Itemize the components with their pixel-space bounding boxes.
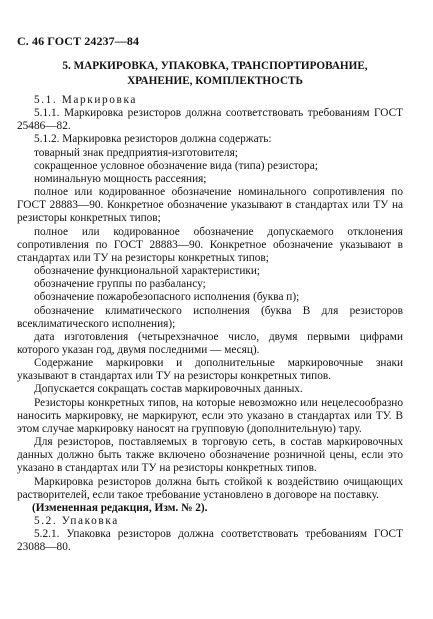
subsection-heading-marking: 5.1. Маркировка: [34, 94, 137, 106]
section-title-line-1: 5. МАРКИРОВКА, УПАКОВКА, ТРАНСПОРТИРОВАНИЕ,: [62, 60, 368, 72]
list-item-nominal-resistance: полное или кодированное обозначение номинального сопротивления по ГОСТ 28883—90. Конкретное обозначение указывают в стандартах или ТУ на резисторы конкретных типов;: [17, 186, 403, 225]
section-title-line-2: ХРАНЕНИЕ, КОМПЛЕКТНОСТЬ: [127, 75, 303, 87]
paragraph-5-1-1: 5.1.1. Маркировка резисторов должна соответствовать требованиям ГОСТ 25486—82.: [17, 107, 403, 133]
section-title: [40, 59, 390, 89]
paragraph-5-1-2: 5.1.2. Маркировка резисторов должна содержать:: [34, 133, 272, 146]
document-body: [17, 94, 403, 554]
subsection-heading-packing: 5.2. Упаковка: [34, 515, 119, 527]
list-item-manufacture-date: дата изготовления (четырехзначное число, двумя первыми цифрами которого указан год, двумя последними — месяц).: [17, 330, 403, 356]
paragraph-reduce-marking: Допускается сокращать состав маркировочных данных.: [34, 383, 303, 396]
list-item-trademark: товарный знак предприятия-изготовителя;: [34, 146, 238, 159]
paragraph-marking-content: Содержание маркировки и дополнительные маркировочные знаки указывают в стандартах или ТУ на резисторы конкретных типов.: [17, 357, 403, 383]
list-item-tolerance: полное или кодированное обозначение допускаемого отклонения сопротивления по ГОСТ 28883—90. Конкретное обозначение указывают в стандартах или ТУ на резисторы конкретных типов;: [17, 225, 403, 264]
paragraph-unmarked-resistors: Резисторы конкретных типов, на которые невозможно или нецелесообразно наносить маркировку, не маркируют, если это указано в стандартах или ТУ. В этом случае маркировку наносят на групповую (дополнительную) тару.: [17, 396, 403, 435]
list-item-rated-power: номинальную мощность рассеяния;: [34, 172, 207, 185]
amendment-note: (Измененная редакция, Изм. № 2).: [32, 501, 208, 514]
paragraph-marking-durability: Маркировка резисторов должна быть стойкой к воздействию очищающих растворителей, если такое требование установлено в договоре на поставку.: [17, 475, 403, 501]
page-header: С. 46 ГОСТ 24237—84: [17, 34, 140, 48]
list-item-imbalance-group: обозначение группы по разбалансу;: [34, 278, 206, 291]
list-item-functional-characteristic: обозначение функциональной характеристики;: [34, 265, 261, 278]
list-item-fireproof: обозначение пожаробезопасного исполнения (буква п);: [34, 291, 300, 304]
list-item-type-designation: сокращенное условное обозначение вида (типа) резистора;: [34, 159, 318, 172]
paragraph-retail-price: Для резисторов, поставляемых в торговую сеть, в состав маркировочных данных должно быть также включено обозначение розничной цены, если это указано в стандартах или ТУ на резисторы конкретных типов.: [17, 436, 403, 475]
list-item-climatic: обозначение климатического исполнения (буква В для резисторов всеклиматического исполнения);: [17, 304, 403, 330]
paragraph-5-2-1: 5.2.1. Упаковка резисторов должна соответствовать требованиям ГОСТ 23088—80.: [17, 528, 403, 554]
